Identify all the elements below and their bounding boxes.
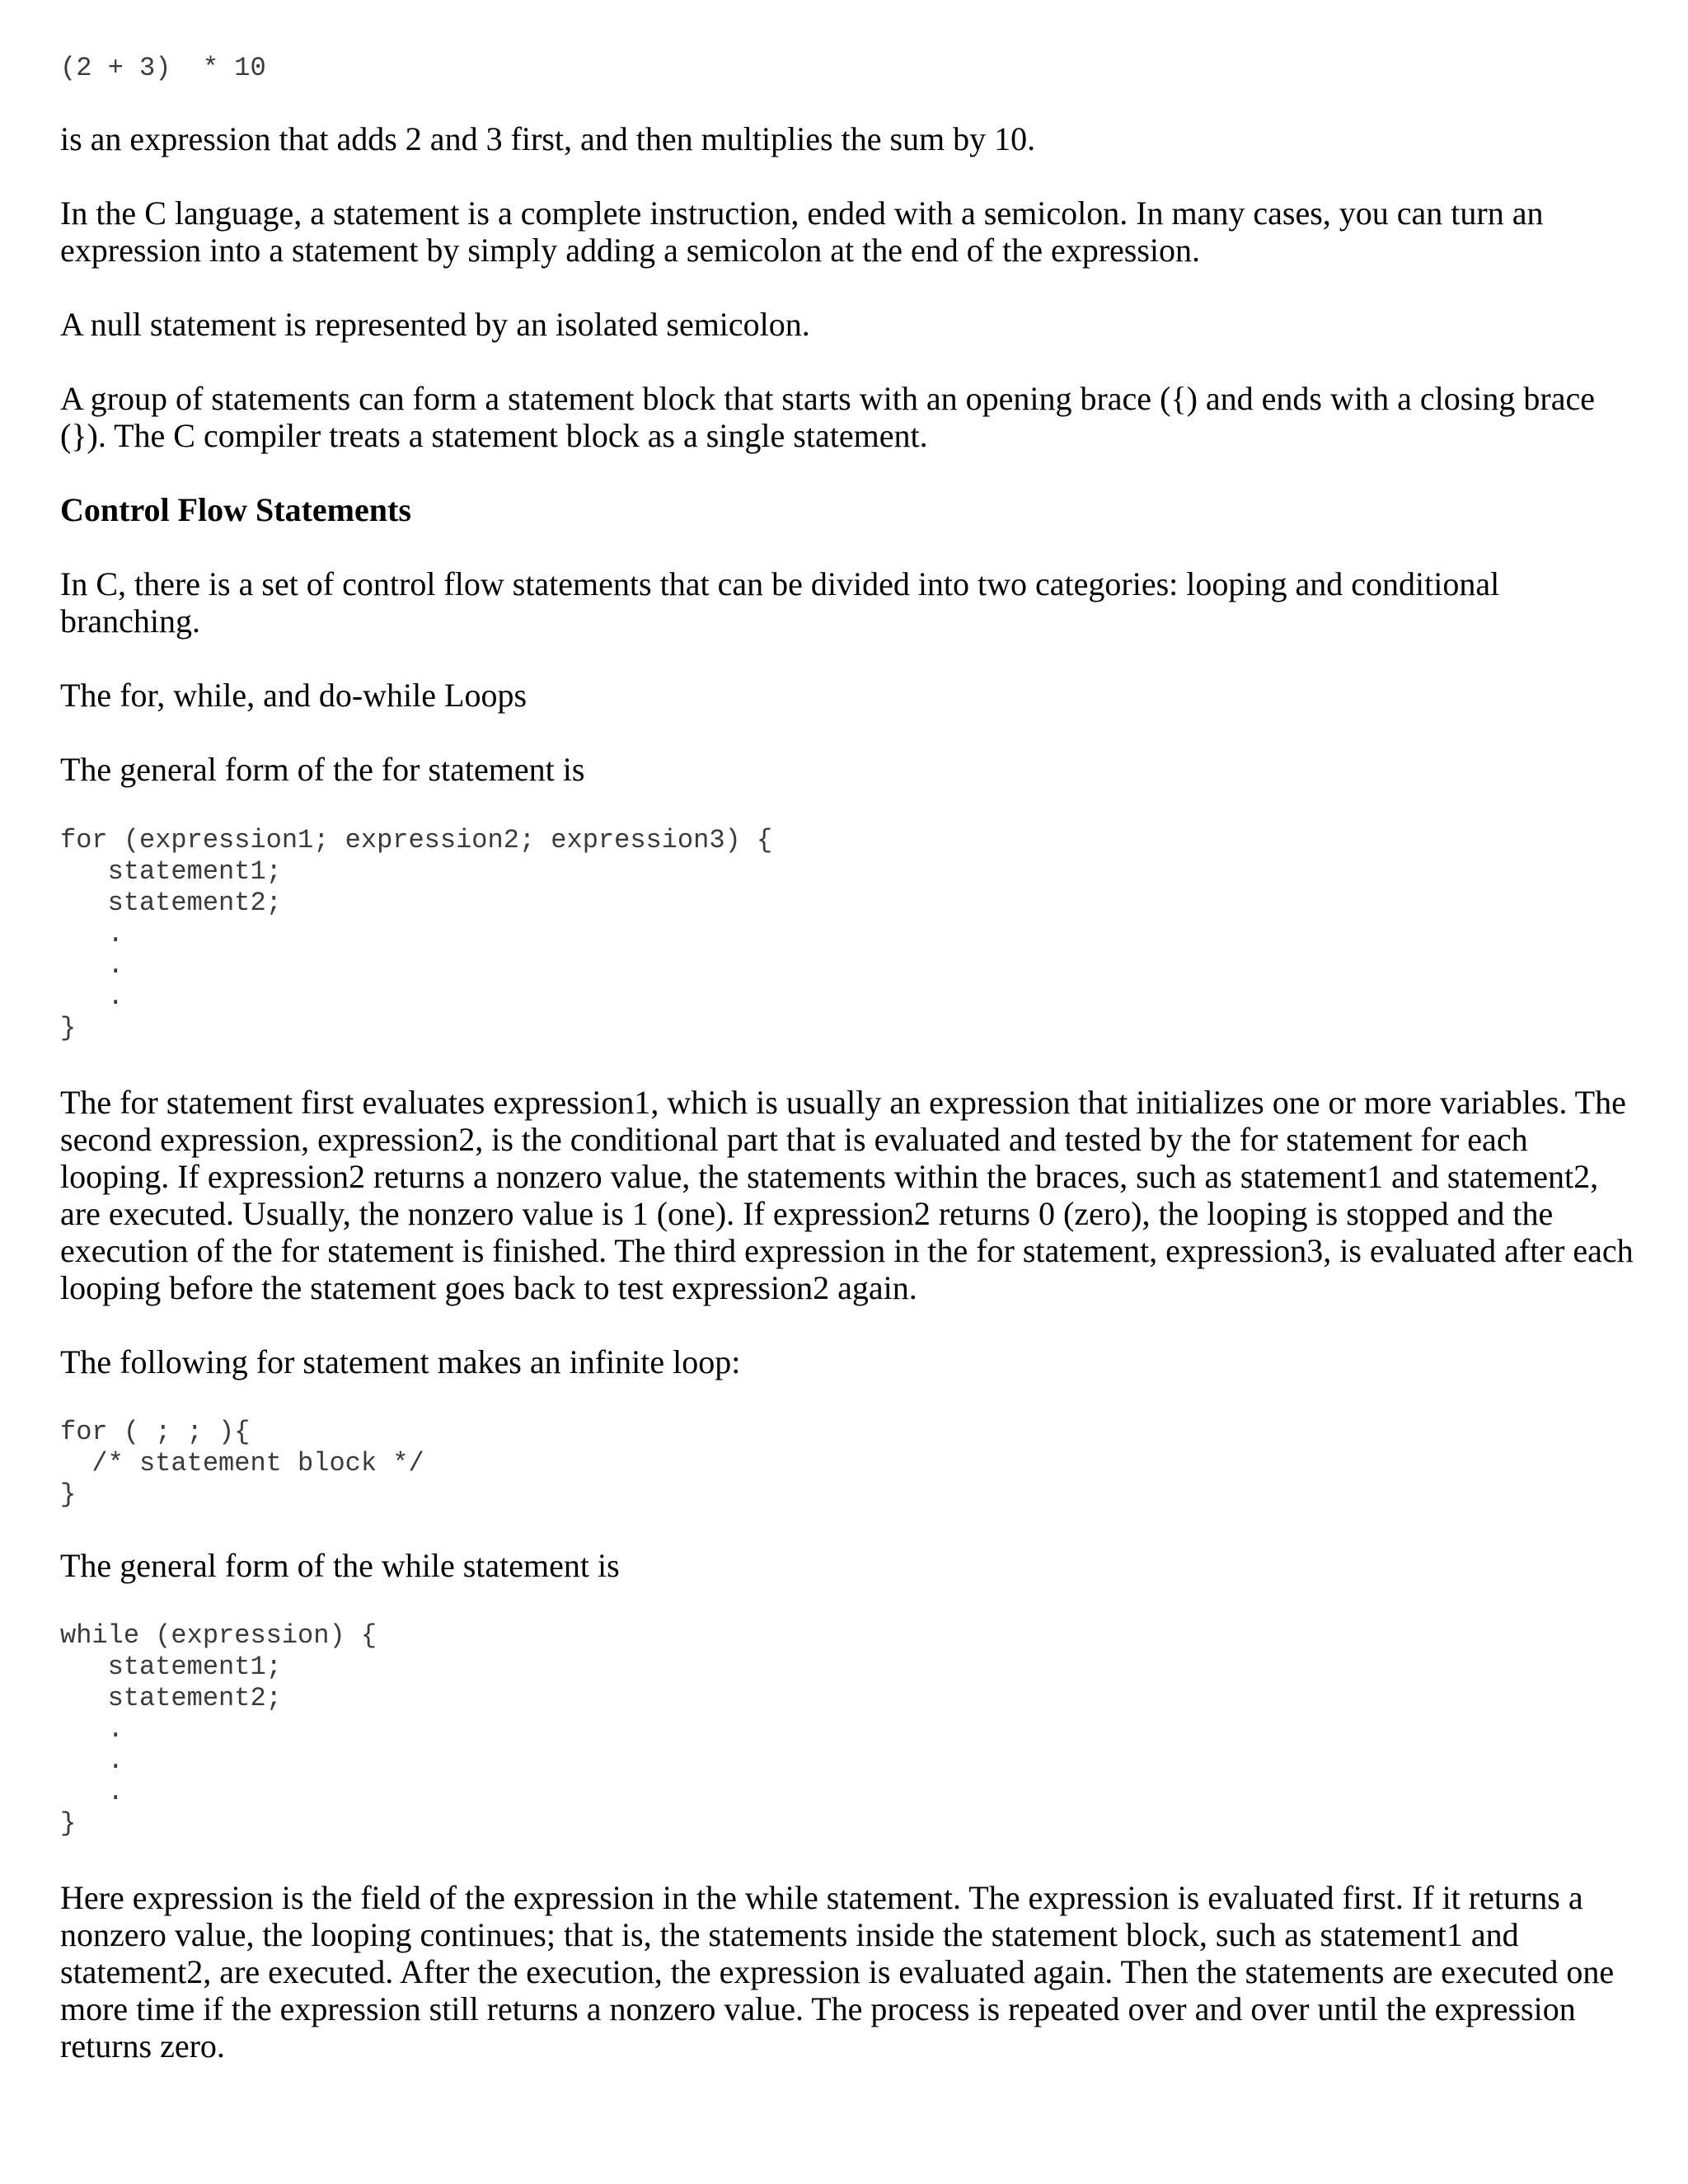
paragraph-for-intro: The general form of the for statement is [60, 751, 585, 788]
code-while-general-form: while (expression) { statement1; statement2; . . . } [60, 1620, 377, 1839]
paragraph-while-explanation: Here expression is the field of the expression in the while statement. The expression is evaluated first. If it returns a nonzero value, the looping continues; that is, the statements inside the statement block, such as statement1 and statement2, are executed. After the execution, the expression is evaluated again. Then the statements are executed one more time if the expression still returns a nonzero value. The process is repeated over and over until the expression returns zero. [60, 1879, 1615, 2064]
paragraph-statement-block: A group of statements can form a statement block that starts with an opening brace ({) and ends with a closing brace (}). The C compiler treats a statement block as a single statement. [60, 380, 1595, 454]
paragraph-statement-definition: In the C language, a statement is a complete instruction, ended with a semicolon. In many cases, you can turn an expression into a statement by simply adding a semicolon at the end of the expression. [60, 194, 1544, 269]
paragraph-control-flow-intro: In C, there is a set of control flow statements that can be divided into two categories: looping and conditional branching. [60, 565, 1500, 640]
paragraph-loops-title: The for, while, and do-while Loops [60, 677, 528, 714]
paragraph-while-intro: The general form of the while statement is [60, 1547, 620, 1584]
code-for-general-form: for (expression1; expression2; expression3) { statement1; statement2; . . . } [60, 825, 773, 1043]
code-infinite-loop: for ( ; ; ){ /* statement block */ } [60, 1417, 424, 1510]
paragraph-for-explanation: The for statement first evaluates expression1, which is usually an expression that initializes one or more variables. The second expression, expression2, is the conditional part that is evaluated and tested by the for statement for each looping. If expression2 returns a nonzero value, the statements within the braces, such as statement1 and statement2, are executed. Usually, the nonzero value is 1 (one). If expression2 returns 0 (zero), the looping is stopped and the execution of the for statement is finished. The third expression in the for statement, expression3, is evaluated after each looping before the statement goes back to test expression2 again. [60, 1084, 1634, 1306]
document-page [60, 53, 1643, 2064]
paragraph-infinite-loop-intro: The following for statement makes an infinite loop: [60, 1343, 741, 1380]
section-heading-control-flow: Control Flow Statements [60, 491, 411, 528]
code-expression-example: (2 + 3) * 10 [60, 53, 266, 83]
paragraph-null-statement: A null statement is represented by an isolated semicolon. [60, 306, 810, 343]
paragraph-expression: is an expression that adds 2 and 3 first, and then multiplies the sum by 10. [60, 120, 1036, 157]
